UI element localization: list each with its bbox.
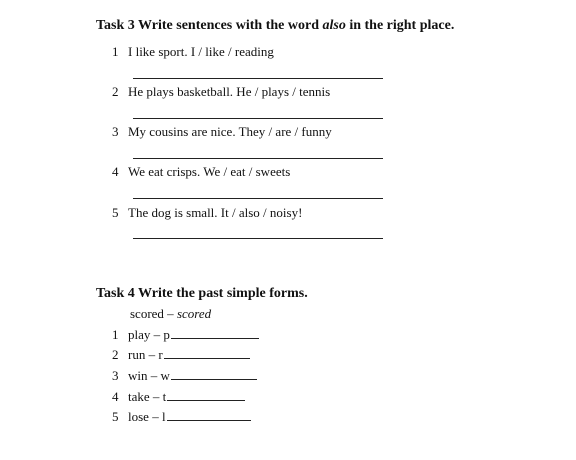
answer-blank[interactable] <box>164 348 250 359</box>
task3-item-3 <box>112 124 332 140</box>
item-number: 4 <box>112 164 119 179</box>
task3-item-4 <box>112 164 290 180</box>
item-number: 5 <box>112 205 119 220</box>
item-number: 2 <box>112 84 119 99</box>
task4-example <box>130 306 211 322</box>
answer-line-1[interactable] <box>133 78 383 79</box>
task4-item-3 <box>112 368 257 384</box>
item-prompt: lose – l <box>128 409 166 424</box>
answer-blank[interactable] <box>167 390 245 401</box>
task3-item-5 <box>112 205 302 221</box>
item-prompt: I like sport. I / like / reading <box>128 44 274 59</box>
example-verb: scored – <box>130 306 174 321</box>
answer-line-4[interactable] <box>133 198 383 199</box>
item-number: 1 <box>112 327 119 342</box>
item-prompt: play – p <box>128 327 170 342</box>
item-number: 2 <box>112 347 119 362</box>
item-prompt: He plays basketball. He / plays / tennis <box>128 84 331 99</box>
item-prompt: take – t <box>128 389 167 404</box>
task4-item-2 <box>112 347 250 363</box>
item-number: 5 <box>112 409 119 424</box>
task4-label: Task 4 <box>96 286 135 301</box>
item-prompt: My cousins are nice. They / are / funny <box>128 124 332 139</box>
answer-blank[interactable] <box>167 410 251 421</box>
task4-heading <box>96 286 308 302</box>
task3-item-1 <box>112 44 274 60</box>
task3-heading-after: in the right place. <box>349 18 455 33</box>
answer-line-3[interactable] <box>133 158 383 159</box>
item-prompt: The dog is small. It / also / noisy! <box>128 205 303 220</box>
task3-heading <box>96 18 454 34</box>
item-prompt: win – w <box>128 368 170 383</box>
task4-item-5 <box>112 409 251 425</box>
example-answer: scored <box>176 306 212 321</box>
item-prompt: We eat crisps. We / eat / sweets <box>128 164 291 179</box>
item-number: 3 <box>112 368 119 383</box>
item-number: 4 <box>112 389 119 404</box>
answer-blank[interactable] <box>171 328 259 339</box>
task4-item-1 <box>112 327 259 343</box>
item-prompt: run – r <box>128 347 163 362</box>
task3-item-2 <box>112 84 330 100</box>
task3-heading-keyword: also <box>322 18 346 33</box>
task4-heading-text: Write the past simple forms. <box>138 286 308 301</box>
task3-heading-before: Write sentences with the word <box>138 18 319 33</box>
item-number: 1 <box>112 44 119 59</box>
answer-blank[interactable] <box>171 369 257 380</box>
task3-label: Task 3 <box>96 18 135 33</box>
item-number: 3 <box>112 124 119 139</box>
answer-line-5[interactable] <box>133 238 383 239</box>
task4-item-4 <box>112 389 245 405</box>
answer-line-2[interactable] <box>133 118 383 119</box>
